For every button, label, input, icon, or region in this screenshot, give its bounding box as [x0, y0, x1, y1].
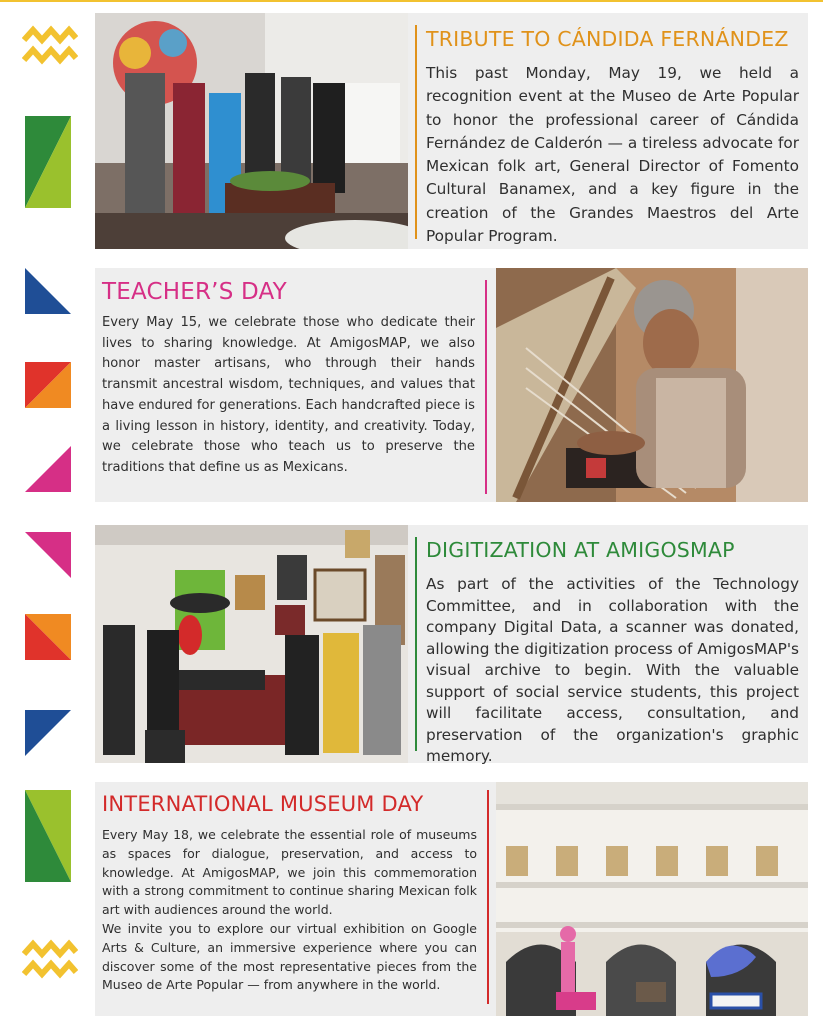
section-divider [487, 790, 489, 1004]
section-title: TRIBUTE TO CÁNDIDA FERNÁNDEZ [426, 27, 789, 51]
section-title: TEACHER’S DAY [102, 279, 287, 305]
top-accent-line [0, 0, 823, 2]
section-title: DIGITIZATION AT AMIGOSMAP [426, 538, 735, 562]
blue-triangle-2-icon [25, 710, 71, 756]
magenta-triangle-down-icon [25, 532, 71, 578]
orange-red-square-icon [25, 614, 71, 660]
magenta-triangle-icon [25, 446, 71, 492]
weaver-loom-icon [496, 268, 808, 502]
blue-triangle-icon [25, 268, 71, 314]
section-body [102, 826, 477, 995]
section-divider [415, 25, 417, 239]
section-body: This past Monday, May 19, we held a recognition event at the Museo de Arte Popular to honor the professional career of Cándida Fernández de Calderón — a tireless advocate for Mexican folk art, General Director of Fomento Cultural Banamex, and a key figure in the creation of the Grandes Maestros del Arte Popular Program. [426, 64, 799, 246]
red-orange-square-icon [25, 362, 71, 408]
section-divider [415, 537, 417, 751]
section-divider [485, 280, 487, 494]
yellow-zigzag-2-icon [22, 938, 78, 980]
office-group-icon [95, 525, 408, 763]
section-title: INTERNATIONAL MUSEUM DAY [102, 792, 424, 816]
yellow-zigzag-icon [22, 24, 78, 66]
section-paragraph: Every May 18, we celebrate the essential role of museums as spaces for dialogue, preservation, and access to knowledge. At AmigosMAP, we join this commemoration with a strong commitment to continue sharing Mexican folk art with audiences around the world. [102, 827, 477, 918]
section-body: Every May 15, we celebrate those who dedicate their lives to sharing knowledge. At AmigosMAP, we also honor master artisans, who through their hands transmit ancestral wisdom, techniques, and values that have endured for generations. Each handcrafted piece is a living lesson in history, identity, and creativity. Today, we celebrate those who teach us to preserve the traditions that define us as Mexicans. [102, 315, 475, 475]
group-photo-icon [95, 13, 408, 249]
section-paragraph: We invite you to explore our virtual exhibition on Google Arts & Culture, an immersive experience where you can discover some of the most representative pieces from the Museo de Arte Popular — from anywhere in the world. [102, 920, 477, 993]
section-body: As part of the activities of the Technology Committee, and in collaboration with the company Digital Data, a scanner was donated, allowing the digitization process of AmigosMAP's visual archive to begin. With the valuable support of social service students, this project will facilitate access, consultation, and preservation of the organization's graphic memory. [426, 575, 799, 765]
green-split-rectangle-icon [25, 116, 71, 208]
green-split-rectangle-2-icon [25, 790, 71, 882]
museum-building-icon [496, 782, 808, 1016]
